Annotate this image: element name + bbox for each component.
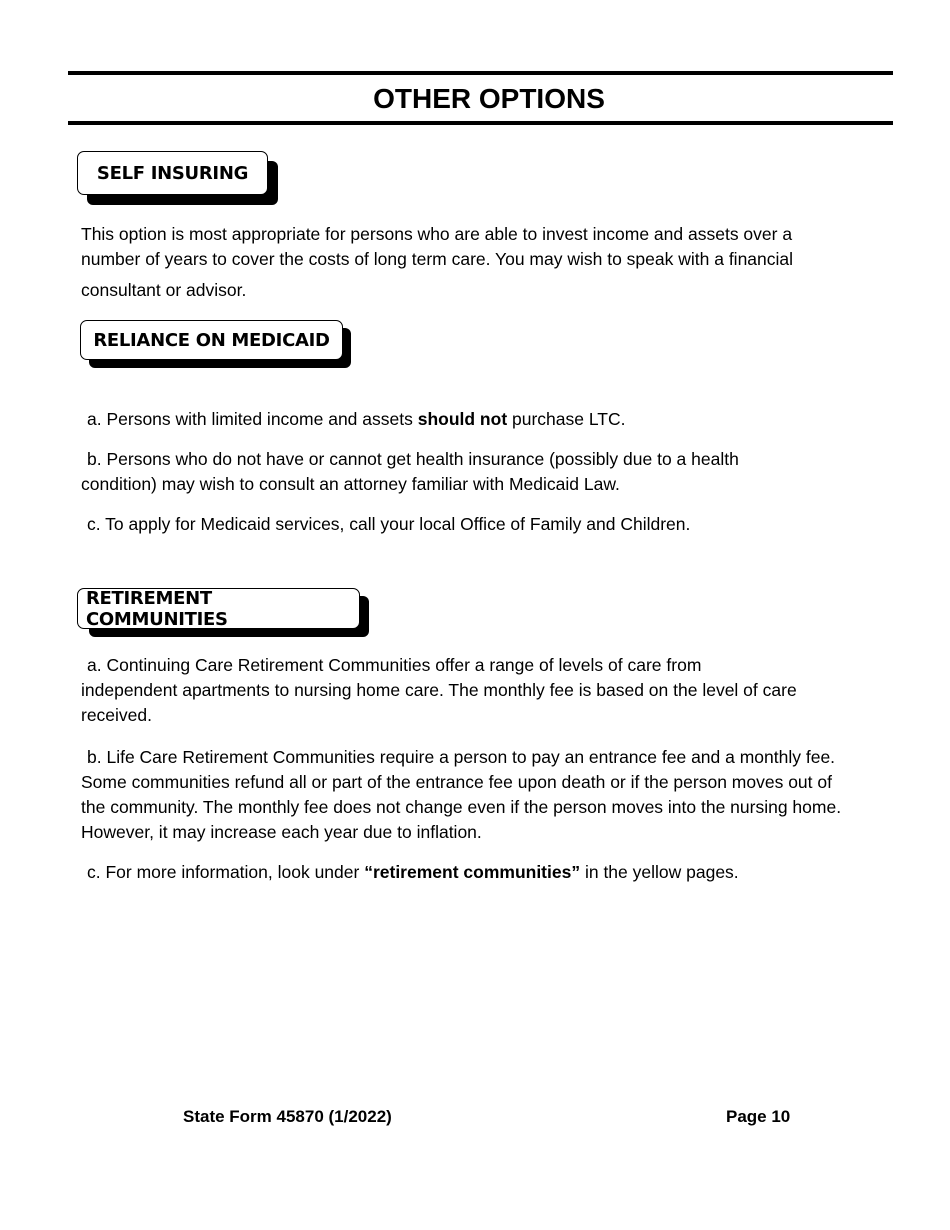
medicaid-item-a	[87, 407, 907, 432]
text-run: in the yellow pages.	[580, 862, 739, 882]
section-heading: RETIREMENT COMMUNITIES	[77, 588, 360, 629]
text-line: b. Life Care Retirement Communities require a person to pay an entrance fee and a monthly fee.	[87, 747, 836, 767]
text-line: Some communities refund all or part of the entrance fee upon death or if the person moves out of	[81, 772, 832, 792]
retirement-item-c	[87, 860, 907, 885]
text-line: consultant or advisor.	[81, 280, 247, 300]
text-line: independent apartments to nursing home care. The monthly fee is based on the level of care	[81, 680, 797, 700]
bottom-rule	[68, 121, 893, 125]
medicaid-item-b	[81, 447, 901, 497]
retirement-item-b	[81, 745, 921, 845]
text-run: c. For more information, look under	[87, 862, 365, 882]
text-run: a. Persons with limited income and assets	[87, 409, 418, 429]
section-heading: RELIANCE ON MEDICAID	[80, 320, 343, 360]
top-rule	[68, 71, 893, 75]
section-tab-medicaid	[80, 320, 343, 360]
text-line: condition) may wish to consult an attorney familiar with Medicaid Law.	[81, 474, 620, 494]
text-line: c. To apply for Medicaid services, call your local Office of Family and Children.	[87, 514, 691, 534]
text-line: number of years to cover the costs of long term care. You may wish to speak with a financial	[81, 249, 794, 269]
text-line: However, it may increase each year due to inflation.	[81, 822, 482, 842]
page-title: OTHER OPTIONS	[373, 83, 605, 114]
section-tab-self-insuring	[77, 151, 268, 195]
text-line: the community. The monthly fee does not change even if the person moves into the nursing home.	[81, 797, 842, 817]
form-number: State Form 45870 (1/2022)	[183, 1107, 392, 1126]
text-run: purchase LTC.	[507, 409, 626, 429]
text-line: a. Continuing Care Retirement Communities offer a range of levels of care from	[87, 655, 702, 675]
self-insuring-paragraph	[81, 222, 901, 303]
section-tab-retirement	[77, 588, 360, 629]
page-number: Page 10	[726, 1107, 791, 1126]
text-line: This option is most appropriate for persons who are able to invest income and assets over a	[81, 224, 793, 244]
text-line: received.	[81, 705, 153, 725]
section-heading: SELF INSURING	[77, 151, 268, 195]
emphasis-text: “retirement communities”	[364, 862, 581, 882]
text-line: b. Persons who do not have or cannot get health insurance (possibly due to a health	[87, 449, 739, 469]
emphasis-text: should not	[417, 409, 508, 429]
retirement-item-a	[81, 653, 901, 728]
medicaid-item-c	[87, 512, 907, 537]
